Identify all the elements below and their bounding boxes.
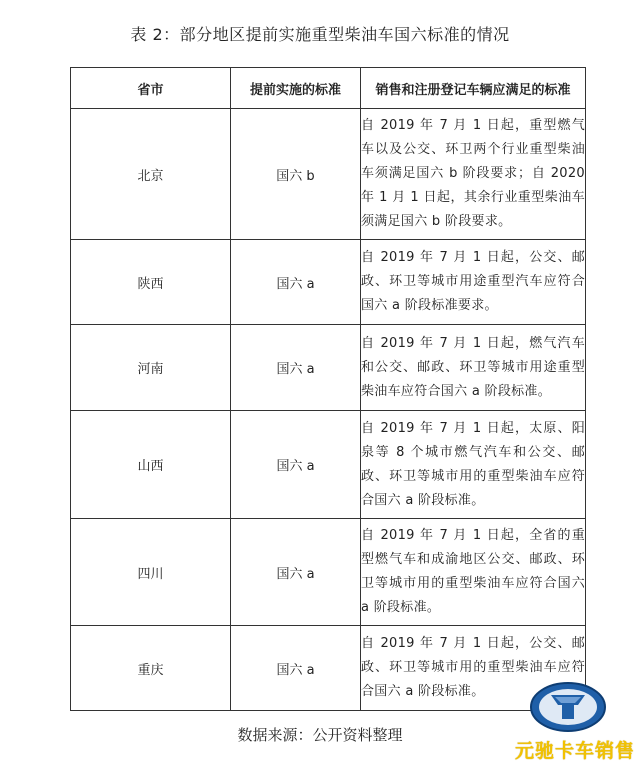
cell-region: 北京	[71, 109, 231, 240]
cell-requirement: 自 2019 年 7 月 1 日起，全省的重型燃气车和成渝地区公交、邮政、环卫等城市用的重型柴油车应符合国六 a 阶段标准。	[361, 519, 586, 626]
header-standard: 提前实施的标准	[231, 68, 361, 109]
table-row	[71, 109, 586, 240]
data-source-note: 数据来源：公开资料整理	[237, 726, 403, 744]
table-row	[71, 626, 586, 711]
table-row	[71, 240, 586, 325]
header-region: 省市	[71, 68, 231, 109]
cell-requirement: 自 2019 年 7 月 1 日起，公交、邮政、环卫等城市用的重型柴油车应符合国六 a 阶段标准。	[361, 626, 586, 711]
table-row	[71, 411, 586, 519]
cell-region: 山西	[71, 411, 231, 519]
standards-table	[70, 67, 586, 711]
cell-requirement: 自 2019 年 7 月 1 日起，太原、阳泉等 8 个城市燃气汽车和公交、邮政、环卫等城市用的重型柴油车应符合国六 a 阶段标准。	[361, 411, 586, 519]
table-header-row	[71, 68, 586, 109]
header-requirement: 销售和注册登记车辆应满足的标准	[361, 68, 586, 109]
cell-requirement: 自 2019 年 7 月 1 日起，燃气汽车和公交、邮政、环卫等城市用途重型柴油车应符合国六 a 阶段标准。	[361, 325, 586, 411]
watermark-text: 元驰卡车销售	[515, 740, 636, 762]
cell-region: 四川	[71, 519, 231, 626]
cell-requirement: 自 2019 年 7 月 1 日起，公交、邮政、环卫等城市用途重型汽车应符合国六 a 阶段标准要求。	[361, 240, 586, 325]
cell-region: 河南	[71, 325, 231, 411]
cell-region: 陕西	[71, 240, 231, 325]
table-title: 表 2：部分地区提前实施重型柴油车国六标准的情况	[130, 25, 510, 44]
cell-standard: 国六 b	[231, 109, 361, 240]
cell-standard: 国六 a	[231, 325, 361, 411]
table-row	[71, 325, 586, 411]
cell-standard: 国六 a	[231, 240, 361, 325]
cell-region: 重庆	[71, 626, 231, 711]
cell-standard: 国六 a	[231, 626, 361, 711]
cell-requirement: 自 2019 年 7 月 1 日起，重型燃气车以及公交、环卫两个行业重型柴油车须满足国六 b 阶段要求；自 2020 年 1 月 1 日起，其余行业重型柴油车须满足国六 b 阶段要求。	[361, 109, 586, 240]
table-row	[71, 519, 586, 626]
cell-standard: 国六 a	[231, 519, 361, 626]
shield-logo-icon	[529, 681, 607, 733]
cell-standard: 国六 a	[231, 411, 361, 519]
